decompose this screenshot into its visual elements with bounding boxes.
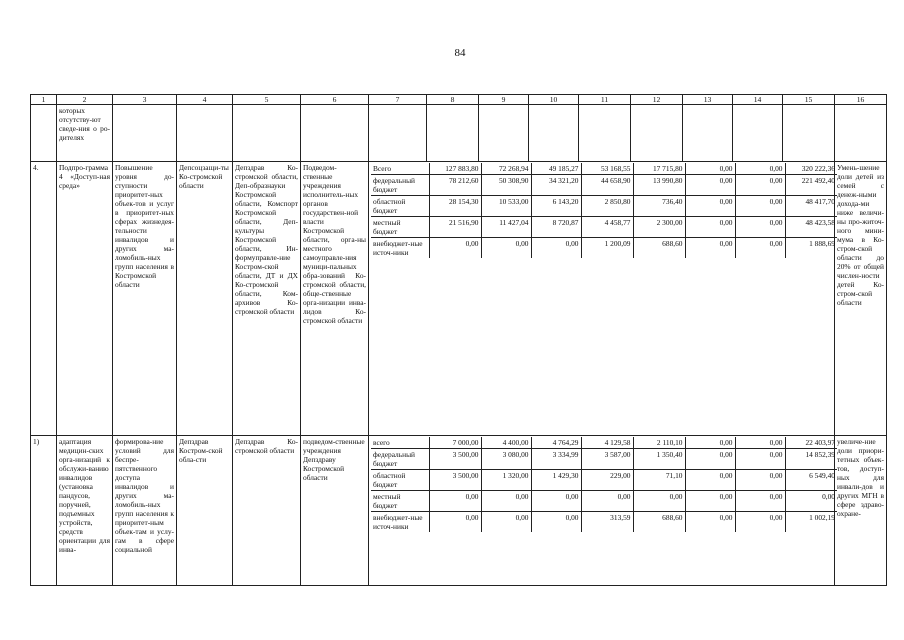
program-name: адаптация медицин-ских орга-низаций к обслужи-ванию инвалидов (установка пандусов, поручней, подъемных устройств, средств ориентации для инва-: [57, 436, 113, 586]
funding-source: местный бюджет: [371, 217, 429, 238]
column-number: 12: [631, 95, 683, 105]
funding-value: 22 403,97: [785, 437, 837, 449]
empty-cell: [427, 105, 479, 162]
column-number: 4: [177, 95, 233, 105]
funding-value: 1 429,30: [531, 470, 581, 491]
program-name: Подпро-грамма 4 «Доступ-ная среда»: [57, 162, 113, 436]
responsible-executor: Депсоцзащи-ты Ко-стромской области: [177, 162, 233, 436]
funding-row: [371, 470, 837, 491]
funding-value: 2 110,10: [633, 437, 685, 449]
funding-value: 0,00: [685, 175, 735, 196]
funding-value: 2 850,80: [581, 196, 633, 217]
funding-value: 1 888,69: [785, 238, 837, 259]
column-number: 6: [301, 95, 369, 105]
column-number: 9: [479, 95, 529, 105]
column-number: 11: [579, 95, 631, 105]
empty-cell: [835, 105, 887, 162]
empty-cell: [529, 105, 579, 162]
funding-table: [371, 163, 837, 258]
funding-value: 71,10: [633, 470, 685, 491]
co-executors: Депздрав Ко-стромской области: [233, 436, 301, 586]
funding-value: 0,00: [685, 238, 735, 259]
funding-value: 313,59: [581, 512, 633, 533]
funding-value: 0,00: [685, 491, 735, 512]
empty-cell: [369, 105, 427, 162]
funding-source: всего: [371, 437, 429, 449]
funding-value: 7 000,00: [429, 437, 481, 449]
empty-cell: [783, 105, 835, 162]
empty-cell: [301, 105, 369, 162]
column-number: 8: [427, 95, 479, 105]
funding-value: 0,00: [785, 491, 837, 512]
funding-block: [369, 162, 835, 436]
program-table: [30, 94, 887, 586]
row-number: 1): [31, 436, 57, 586]
funding-value: 3 587,00: [581, 449, 633, 470]
continuation-row: [31, 105, 887, 162]
funding-value: 221 492,40: [785, 175, 837, 196]
funding-value: 53 168,55: [581, 163, 633, 175]
funding-source: федеральный бюджет: [371, 449, 429, 470]
funding-value: 0,00: [685, 217, 735, 238]
funding-value: 0,00: [735, 238, 785, 259]
column-number: 15: [783, 95, 835, 105]
funding-value: 229,00: [581, 470, 633, 491]
funding-value: 0,00: [429, 512, 481, 533]
funding-value: 0,00: [581, 491, 633, 512]
funding-value: 0,00: [481, 238, 531, 259]
column-number: 3: [113, 95, 177, 105]
funding-value: 34 321,20: [531, 175, 581, 196]
column-number: 10: [529, 95, 579, 105]
funding-value: 0,00: [531, 512, 581, 533]
funding-value: 688,60: [633, 512, 685, 533]
funding-value: 44 658,90: [581, 175, 633, 196]
funding-value: 0,00: [735, 175, 785, 196]
funding-source: областной бюджет: [371, 196, 429, 217]
page-number: 84: [454, 47, 466, 59]
column-number: 5: [233, 95, 301, 105]
funding-row: [371, 217, 837, 238]
program-goal: формирова-ние условий для беспре-пятственного доступа инвалидов и других ма-ломобиль-ных групп населения к приоритет-ным объек-там и услу-гам в сфере социальной: [113, 436, 177, 586]
funding-value: 0,00: [735, 470, 785, 491]
funding-value: 6 143,20: [531, 196, 581, 217]
funding-source: внебюджет-ные источ-ники: [373, 239, 423, 257]
funding-value: 21 516,90: [429, 217, 481, 238]
empty-cell: [631, 105, 683, 162]
funding-value: 320 222,36: [785, 163, 837, 175]
funding-value: 127 883,80: [429, 163, 481, 175]
funding-row: [371, 175, 837, 196]
funding-value: 0,00: [735, 512, 785, 533]
funding-value: 72 268,94: [481, 163, 531, 175]
funding-value: 0,00: [685, 512, 735, 533]
funding-value: 0,00: [685, 470, 735, 491]
funding-value: 0,00: [633, 491, 685, 512]
funding-value: 0,00: [735, 163, 785, 175]
funding-value: 8 720,87: [531, 217, 581, 238]
expected-result: Умень-шение доли детей из семей с денеж-ными дохода-ми ниже величи-ны про-житоч-ного мини-мума в Ко-стром-ской области до 20% от общей числен-ности детей Ко-стром-ской области: [835, 162, 887, 436]
funding-value: 10 533,00: [481, 196, 531, 217]
funding-source: федеральный бюджет: [371, 175, 429, 196]
funding-value: 13 990,80: [633, 175, 685, 196]
column-number-row: [31, 95, 887, 105]
row-number: 4.: [31, 162, 57, 436]
funding-value: 1 002,19: [785, 512, 837, 533]
funding-value: 14 852,39: [785, 449, 837, 470]
funding-value: 0,00: [735, 437, 785, 449]
funding-row: [371, 163, 837, 175]
funding-row: [371, 449, 837, 470]
funding-value: 78 212,60: [429, 175, 481, 196]
column-number: 7: [369, 95, 427, 105]
funding-value: 0,00: [429, 238, 481, 259]
funding-value: 0,00: [735, 217, 785, 238]
funding-value: 0,00: [685, 196, 735, 217]
program-row: [31, 162, 887, 436]
column-number: 2: [57, 95, 113, 105]
empty-cell: [579, 105, 631, 162]
funding-row: [371, 512, 837, 533]
funding-value: 3 500,00: [429, 449, 481, 470]
empty-cell: [31, 105, 57, 162]
funding-value: 3 500,00: [429, 470, 481, 491]
column-number: 16: [835, 95, 887, 105]
funding-value: 4 400,00: [481, 437, 531, 449]
funding-source: областной бюджет: [371, 470, 429, 491]
empty-cell: [177, 105, 233, 162]
participants: Подведом-ственные учреждения исполнитель-ных органов государствен-ной власти Костромской области, орга-ны местного самоуправле-ния муници-пальных обра-зований Ко-стромской области, обще-ственные орга-низации инва-лидов Ко-стромской области: [301, 162, 369, 436]
funding-row: [371, 437, 837, 449]
empty-cell: [113, 105, 177, 162]
column-number: 1: [31, 95, 57, 105]
program-goal: Повышение уровня до-ступности приоритет-ных объек-тов и услуг в приоритет-ных сферах жизнедея-тельности инвалидов и других ма-ломобиль-ных групп населения в Костромской области: [113, 162, 177, 436]
funding-value: 1 200,09: [581, 238, 633, 259]
funding-value: 2 300,00: [633, 217, 685, 238]
funding-value: 11 427,04: [481, 217, 531, 238]
participants: подведом-ственные учреждения Депздраву Костромской области: [301, 436, 369, 586]
funding-value: 4 458,77: [581, 217, 633, 238]
funding-source: внебюджет-ные источ-ники: [373, 513, 423, 531]
funding-value: 49 185,27: [531, 163, 581, 175]
empty-cell: [233, 105, 301, 162]
column-number: 14: [733, 95, 783, 105]
funding-value: 0,00: [481, 512, 531, 533]
funding-row: [371, 196, 837, 217]
funding-block: [369, 436, 835, 586]
expected-result: увеличе-ние доли приори-тетных объек-тов, доступ-ных для инвали-дов и других МГН в сфере здраво-охране-: [835, 436, 887, 586]
program-row: [31, 436, 887, 586]
funding-value: 0,00: [531, 491, 581, 512]
funding-value: 688,60: [633, 238, 685, 259]
funding-value: 0,00: [685, 449, 735, 470]
funding-value: 0,00: [735, 196, 785, 217]
funding-value: 48 417,70: [785, 196, 837, 217]
funding-value: 6 549,40: [785, 470, 837, 491]
empty-cell: [479, 105, 529, 162]
funding-value: 1 350,40: [633, 449, 685, 470]
funding-value: 0,00: [735, 449, 785, 470]
funding-value: 0,00: [481, 491, 531, 512]
funding-value: 17 715,80: [633, 163, 685, 175]
responsible-executor: Депздрав Костром-ской обла-сти: [177, 436, 233, 586]
funding-table: [371, 437, 837, 532]
co-executors: Депздрав Ко-стромской области, Деп-образнауки Костромской области, Комспорт Костромской области, Деп-культуры Костромской области, Ин-формуправле-ние Костром-ской области, ДТ и ДХ Ко-стромской области, Ком-архивов Ко-стромской области: [233, 162, 301, 436]
funding-row: [371, 238, 837, 259]
funding-value: 3 080,00: [481, 449, 531, 470]
funding-value: 28 154,30: [429, 196, 481, 217]
continuation-text: которых отсутству-ют сведе-ния о ро-дителях: [57, 105, 113, 162]
funding-value: 736,40: [633, 196, 685, 217]
funding-value: 1 320,00: [481, 470, 531, 491]
funding-source: Всего: [371, 163, 429, 175]
funding-value: 0,00: [685, 437, 735, 449]
column-number: 13: [683, 95, 733, 105]
funding-value: 0,00: [685, 163, 735, 175]
funding-value: 0,00: [735, 491, 785, 512]
empty-cell: [683, 105, 733, 162]
funding-value: 4 129,58: [581, 437, 633, 449]
funding-row: [371, 491, 837, 512]
funding-value: 0,00: [429, 491, 481, 512]
empty-cell: [733, 105, 783, 162]
funding-value: 4 764,29: [531, 437, 581, 449]
funding-value: 3 334,99: [531, 449, 581, 470]
funding-value: 0,00: [531, 238, 581, 259]
funding-value: 50 308,90: [481, 175, 531, 196]
funding-source: местный бюджет: [371, 491, 429, 512]
funding-value: 48 423,58: [785, 217, 837, 238]
